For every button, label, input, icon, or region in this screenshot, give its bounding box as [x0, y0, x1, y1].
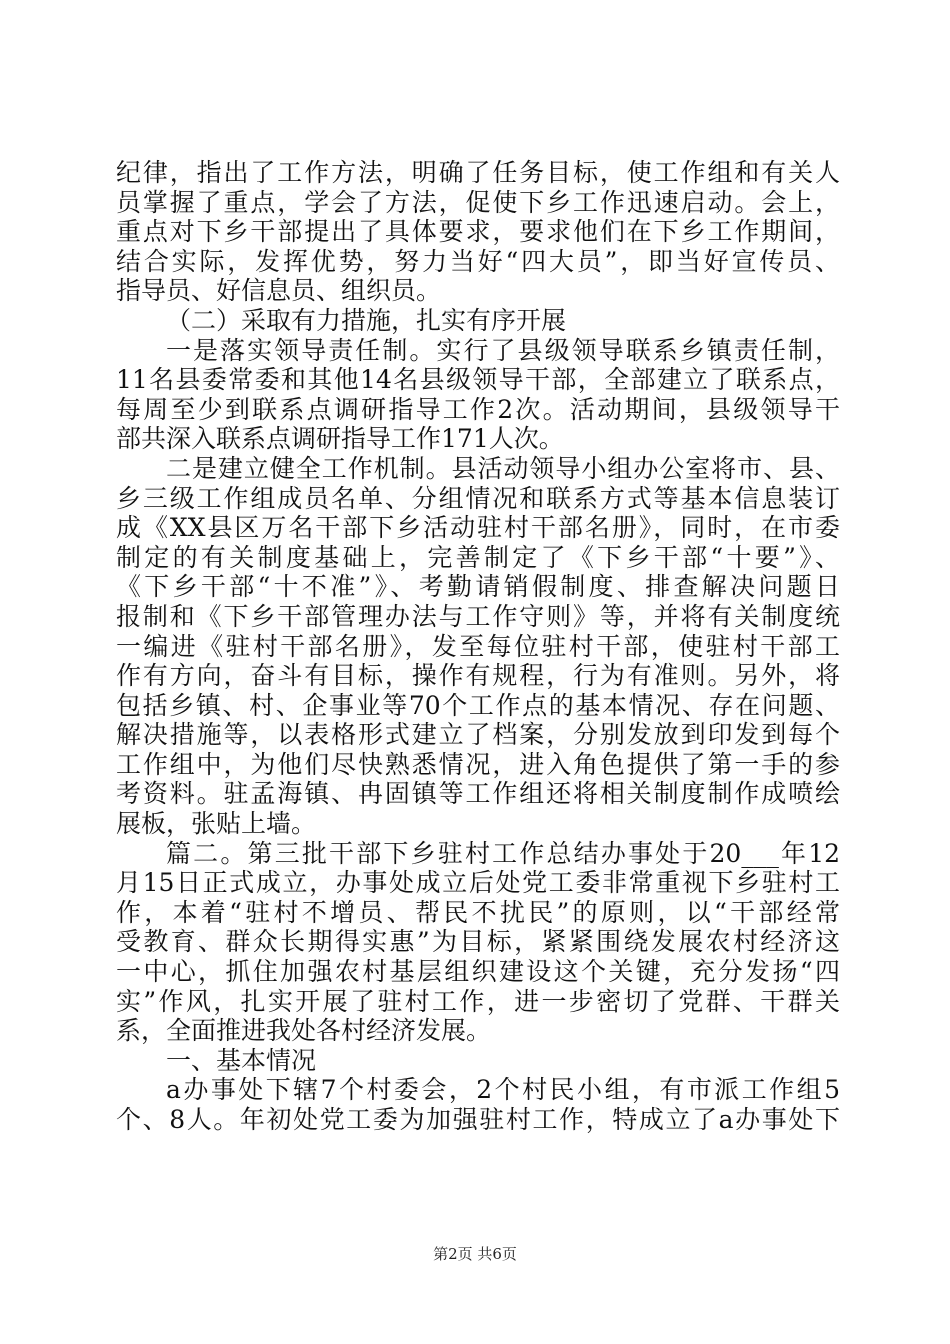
text-line: 受教育、群众长期得实惠”为目标，紧紧围绕发展农村经济这: [116, 927, 840, 957]
text-line: 员掌握了重点，学会了方法，促使下乡工作迅速启动。会上，: [116, 187, 840, 217]
text-line: 系，全面推进我处各村经济发展。: [116, 1016, 492, 1046]
text-line: 纪律，指出了工作方法，明确了任务目标，使工作组和有关人: [116, 158, 840, 187]
text-line: 个、8人。年初处党工委为加强驻村工作，特成立了a办事处下: [116, 1105, 840, 1134]
text-line: a办事处下辖7个村委会，2个村民小组，有市派工作组5: [166, 1075, 840, 1105]
text-line: 乡三级工作组成员名单、分组情况和联系方式等基本信息装订: [116, 483, 840, 513]
text-line: 包括乡镇、村、企事业等70个工作点的基本情况、存在问题、: [116, 690, 840, 720]
text-line: 《下乡干部“十不准”》、考勤请销假制度、排查解决问题日: [116, 572, 840, 602]
text-line: 解决措施等，以表格形式建立了档案，分别发放到印发到每个: [116, 720, 840, 750]
text-line: 展板，张贴上墙。: [116, 809, 317, 839]
text-line: 月15日正式成立，办事处成立后处党工委非常重视下乡驻村工: [116, 868, 840, 898]
text-line: 制定的有关制度基础上，完善制定了《下乡干部“十要”》、: [116, 542, 840, 572]
text-line: 每周至少到联系点调研指导工作2次。活动期间，县级领导干: [116, 394, 840, 424]
text-line: 工作组中，为他们尽快熟悉情况，进入角色提供了第一手的参: [116, 749, 840, 779]
text-line: 指导员、好信息员、组织员。: [116, 276, 442, 306]
text-line: 成《XX县区万名干部下乡活动驻村干部名册》，同时，在市委: [116, 513, 840, 543]
text-line: 考资料。驻孟海镇、冉固镇等工作组还将相关制度制作成喷绘: [116, 779, 840, 809]
document-body: [116, 158, 840, 1135]
text-line: 实”作风，扎实开展了驻村工作，进一步密切了党群、干群关: [116, 986, 840, 1016]
text-line: 一编进《驻村干部名册》，发至每位驻村干部，使驻村干部工: [116, 631, 840, 661]
text-line: 重点对下乡干部提出了具体要求，要求他们在下乡工作期间，: [116, 217, 840, 247]
text-line: 篇二。第三批干部下乡驻村工作总结办事处于20___年12: [166, 838, 840, 868]
text-line: 报制和《下乡干部管理办法与工作守则》等，并将有关制度统: [116, 601, 840, 631]
text-line: 作，本着“驻村不增员、帮民不扰民”的原则，以“干部经常: [116, 897, 840, 927]
text-line: 一中心，抓住加强农村基层组织建设这个关键，充分发扬“四: [116, 957, 840, 987]
text-line: 一、基本情况: [166, 1045, 317, 1075]
text-line: 一是落实领导责任制。实行了县级领导联系乡镇责任制，: [166, 335, 840, 365]
text-line: 结合实际，发挥优势，努力当好“四大员”，即当好宣传员、: [116, 246, 840, 276]
text-line: 作有方向，奋斗有目标，操作有规程，行为有准则。另外，将: [116, 661, 840, 691]
text-line: （二）采取有力措施，扎实有序开展: [166, 305, 567, 335]
text-line: 11名县委常委和其他14名县级领导干部，全部建立了联系点，: [116, 365, 840, 395]
page-footer: 第2页 共6页: [433, 1245, 517, 1263]
text-line: 二是建立健全工作机制。县活动领导小组办公室将市、县、: [166, 453, 840, 483]
text-line: 部共深入联系点调研指导工作171人次。: [116, 424, 564, 454]
